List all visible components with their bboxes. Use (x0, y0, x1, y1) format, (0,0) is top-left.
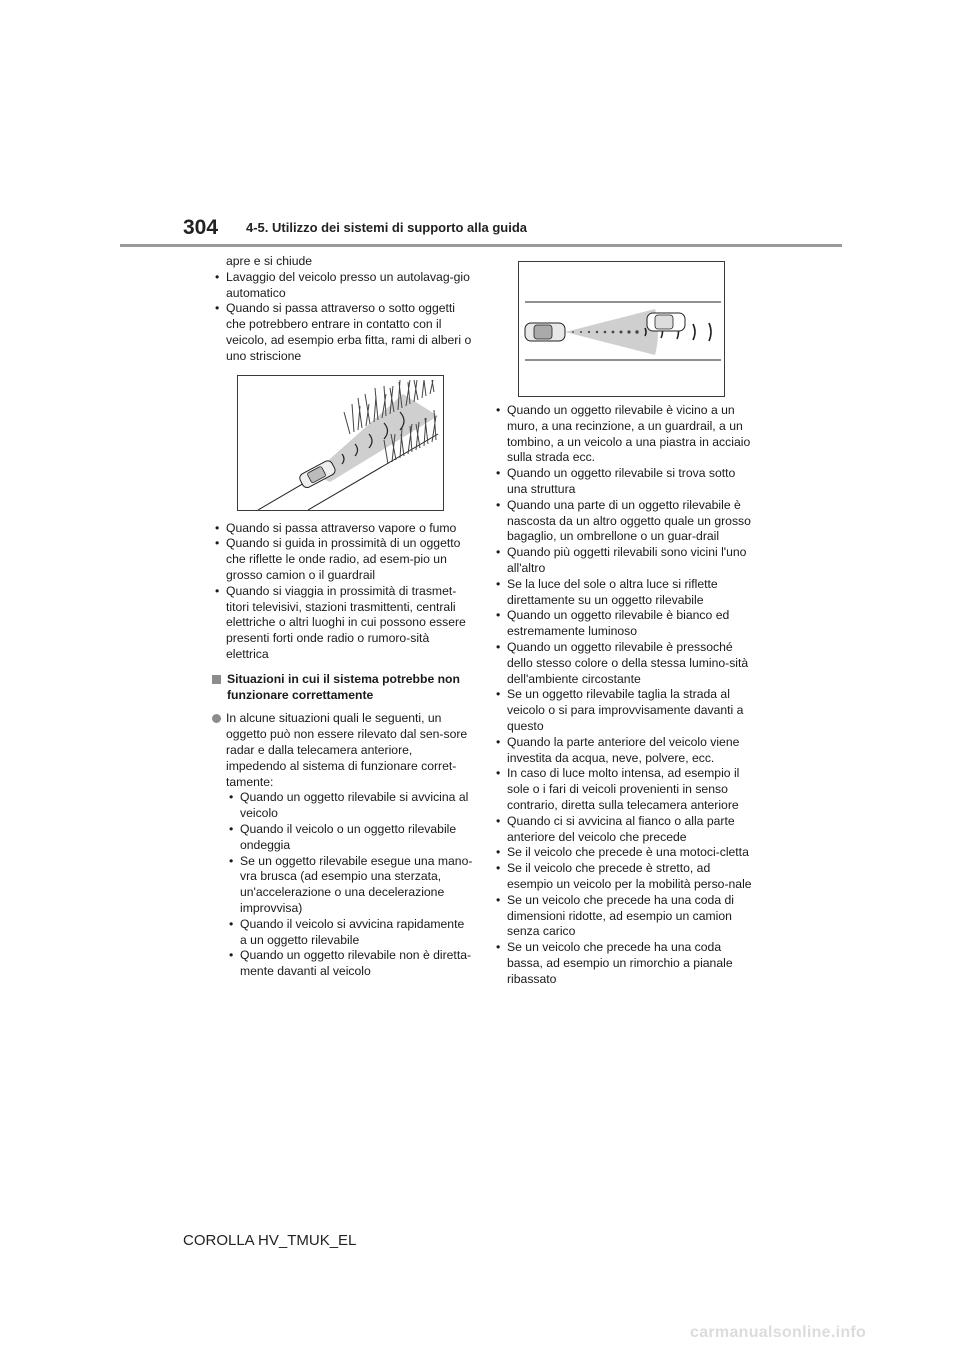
list-item: • Se un veicolo che precede ha una coda bassa, ad esempio un rimorchio a pianale ribassato (493, 940, 755, 987)
list-item: • In caso di luce molto intensa, ad esempio il sole o i fari di veicoli provenienti in senso contrario, diretta sulla telecamera anteriore (493, 766, 755, 813)
square-bullet-icon (212, 675, 221, 684)
list-item: • Quando ci si avvicina al fianco o alla parte anteriore del veicolo che precede (493, 814, 755, 846)
list-item: • Quando si viaggia in prossimità di trasmet-titori televisivi, stazioni trasmittenti, centrali elettriche o altri luoghi in cui possono essere presenti forti onde radio o rumoro-sità elettrica (212, 584, 474, 663)
list-item: • Quando un oggetto rilevabile è bianco ed estremamente luminoso (493, 608, 755, 640)
section-title: 4-5. Utilizzo dei sistemi di supporto alla guida (246, 220, 527, 235)
grass-road-illustration (237, 375, 444, 511)
list-item: • Se il veicolo che precede è una motoci-cletta (493, 845, 755, 861)
list-item: • Quando la parte anteriore del veicolo viene investita da acqua, neve, polvere, ecc. (493, 735, 755, 767)
list-item: • Quando un oggetto rilevabile non è diretta-mente davanti al veicolo (226, 948, 474, 980)
watermark: carmanualsonline.info (690, 1324, 867, 1341)
section-heading (212, 672, 474, 704)
list-item: • Quando più oggetti rilevabili sono vicini l'uno all'altro (493, 545, 755, 577)
list-item: • Quando un oggetto rilevabile si avvicina al veicolo (226, 790, 474, 822)
circle-intro-text: In alcune situazioni quali le seguenti, un oggetto può non essere rilevato dal sen-sore radar e dalla telecamera anteriore, impedendo al sistema di funzionare corret-tamente: (226, 711, 468, 789)
radar-detection-illustration (518, 261, 725, 397)
list-item: • Quando un oggetto rilevabile è pressoché dello stesso colore o della stessa lumino-sità dell'ambiente circostante (493, 640, 755, 687)
list-item: • Quando si passa attraverso vapore o fumo (212, 521, 474, 537)
list-item: • Se la luce del sole o altra luce si riflette direttamente su un oggetto rilevabile (493, 577, 755, 609)
list-item: • Se un oggetto rilevabile esegue una mano-vra brusca (ad esempio una sterzata, un'accelerazione o una decelerazione improvvisa) (226, 854, 474, 917)
bullet-list-bottom (226, 790, 474, 980)
list-item: • Quando un oggetto rilevabile è vicino a un muro, a una recinzione, a un guardrail, a un tombino, a un veicolo a una piastra in acciaio sulla strada ecc. (493, 403, 755, 466)
bullet-list-mid (212, 521, 474, 663)
list-item: • Quando si guida in prossimità di un oggetto che riflette le onde radio, ad esem-pio un grosso camion o il guardrail (212, 536, 474, 583)
page-number: 304 (183, 216, 219, 239)
section-heading-text: Situazioni in cui il sistema potrebbe non funzionare correttamente (227, 671, 460, 702)
list-item: • Lavaggio del veicolo presso un autolavag-gio automatico (212, 270, 474, 302)
footer-model-code: COROLLA HV_TMUK_EL (183, 1232, 357, 1249)
bullet-list-right (493, 403, 755, 987)
list-item: • Quando una parte di un oggetto rilevabile è nascosta da un altro oggetto quale un grosso bagaglio, un ombrellone o un guar-drail (493, 498, 755, 545)
right-column (493, 403, 755, 987)
own-vehicle-icon (525, 323, 565, 341)
list-item: • Quando si passa attraverso o sotto oggetti che potrebbero entrare in contatto con il veicolo, ad esempio erba fitta, rami di alberi o uno striscione (212, 301, 474, 364)
circle-bullet-icon (212, 714, 221, 723)
left-column (212, 254, 474, 980)
list-item: • Se il veicolo che precede è stretto, ad esempio un veicolo per la mobilità perso-nale (493, 861, 755, 893)
circle-paragraph (212, 711, 474, 980)
lead-vehicle-icon (647, 313, 685, 331)
list-item: • Quando un oggetto rilevabile si trova sotto una struttura (493, 466, 755, 498)
list-item: • Se un veicolo che precede ha una coda di dimensioni ridotte, ad esempio un camion senza carico (493, 893, 755, 940)
bullet-list-top (212, 270, 474, 365)
header-rule (120, 244, 842, 247)
list-item: • Quando il veicolo o un oggetto rilevabile ondeggia (226, 822, 474, 854)
continuation-text: apre e si chiude (226, 254, 313, 268)
list-item: • Quando il veicolo si avvicina rapidamente a un oggetto rilevabile (226, 917, 474, 949)
list-item: • Se un oggetto rilevabile taglia la strada al veicolo o si para improvvisamente davanti a questo (493, 687, 755, 734)
